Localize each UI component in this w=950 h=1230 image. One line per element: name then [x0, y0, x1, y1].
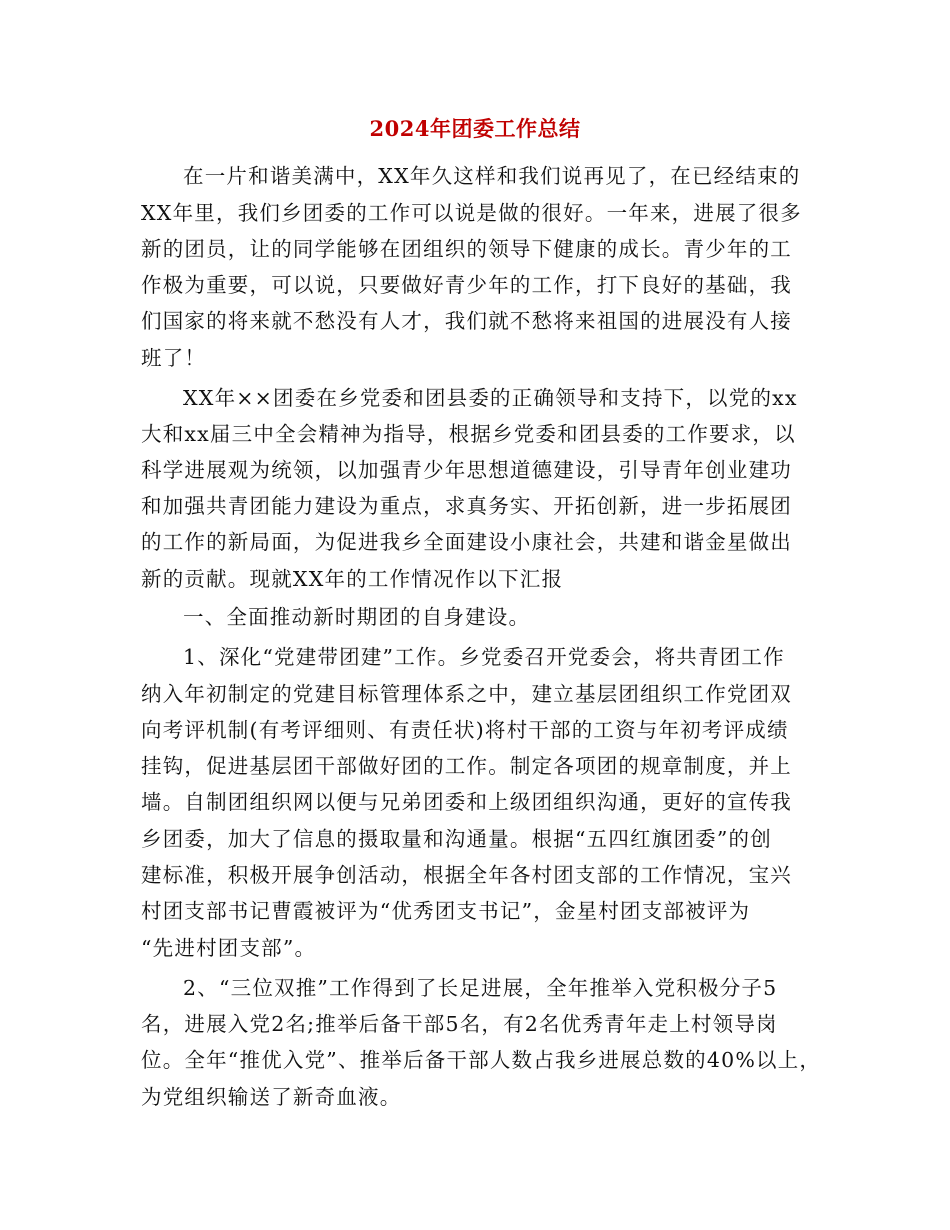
paragraph-line: 的工作的新局面，为促进我乡全面建设小康社会，共建和谐金星做出 — [141, 530, 792, 554]
paragraph-line: 班了！ — [141, 346, 207, 370]
paragraph-line: 和加强共青团能力建设为重点，求真务实、开拓创新，进一步拓展团 — [141, 494, 792, 518]
paragraph-line: 作极为重要，可以说，只要做好青少年的工作，打下良好的基础，我 — [141, 273, 792, 297]
paragraph-line: 乡团委，加大了信息的摄取量和沟通量。根据“五四红旗团委”的创 — [141, 827, 772, 851]
paragraph-line: XX年里，我们乡团委的工作可以说是做的很好。一年来，进展了很多 — [141, 201, 802, 225]
paragraph-line: 在一片和谐美满中，XX年久这样和我们说再见了，在已经结束的 — [183, 164, 801, 188]
paragraph-line: 挂钩，促进基层团干部做好团的工作。制定各项团的规章制度，并上 — [141, 754, 792, 778]
paragraph-line: 位。全年“推优入党”、推举后备干部人数占我乡进展总数的40%以上， — [141, 1048, 822, 1072]
paragraph-line: 为党组织输送了新奇血液。 — [141, 1085, 402, 1109]
paragraph-line: 新的贡献。现就XX年的工作情况作以下汇报 — [141, 567, 564, 591]
paragraph-line: 1、深化“党建带团建”工作。乡党委召开党委会，将共青团工作 — [183, 645, 785, 669]
document-title: 2024年团委工作总结 — [369, 116, 581, 141]
paragraph-line: XX年××团委在乡党委和团县委的正确领导和支持下，以党的xx — [183, 386, 798, 410]
paragraph-line: 2、“三位双推”工作得到了长足进展，全年推举入党积极分子5 — [183, 976, 778, 1000]
paragraph-line: 村团支部书记曹霞被评为“优秀团支书记”，金星村团支部被评为 — [141, 899, 751, 923]
paragraph-line: 新的团员，让的同学能够在团组织的领导下健康的成长。青少年的工 — [141, 237, 792, 261]
paragraph-line: 科学进展观为统领，以加强青少年思想道德建设，引导青年创业建功 — [141, 458, 792, 482]
paragraph-line: 墙。自制团组织网以便与兄弟团委和上级团组织沟通，更好的宣传我 — [141, 790, 792, 814]
paragraph-line: 纳入年初制定的党建目标管理体系之中，建立基层团组织工作党团双 — [141, 682, 792, 706]
paragraph-line: 建标准，积极开展争创活动，根据全年各村团支部的工作情况，宝兴 — [141, 863, 792, 887]
paragraph-line: 大和xx届三中全会精神为指导，根据乡党委和团县委的工作要求，以 — [141, 422, 796, 446]
paragraph-line: 名，进展入党2名;推举后备干部5名，有2名优秀青年走上村领导岗 — [141, 1012, 778, 1036]
paragraph-line: 向考评机制(有考评细则、有责任状)将村干部的工资与年初考评成绩 — [141, 718, 789, 742]
section-heading: 一、全面推动新时期团的自身建设。 — [183, 605, 531, 629]
paragraph-line: “先进村团支部”。 — [141, 936, 317, 960]
paragraph-line: 们国家的将来就不愁没有人才，我们就不愁将来祖国的进展没有人接 — [141, 309, 792, 333]
